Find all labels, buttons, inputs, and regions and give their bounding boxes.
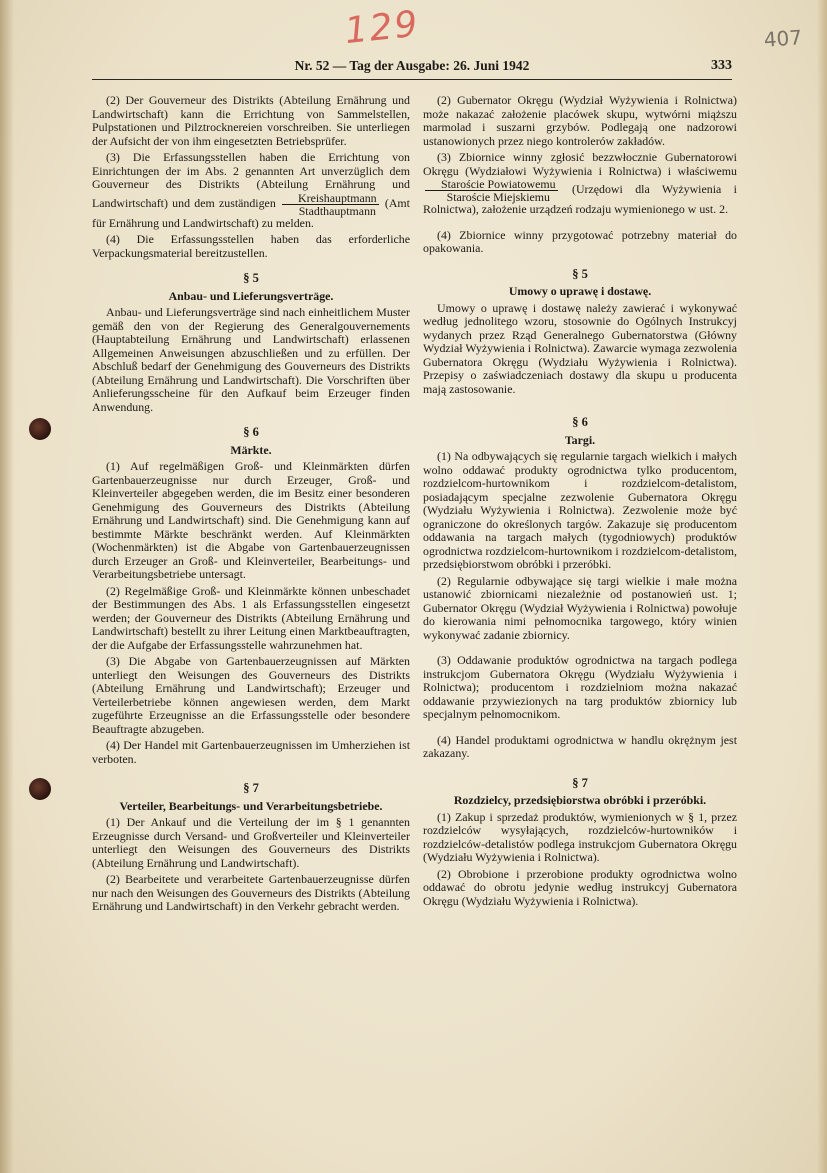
binder-hole-top	[29, 418, 51, 440]
paragraph-text: (3) Zbiornice winny zgłosić bezzwłocznie Gubernatorowi Okręgu (Wydziałowi Wyżywienia i Rolnictwa) i właściwemu	[423, 150, 737, 178]
fraction-numerator: Staroście Powiatowemu	[425, 178, 558, 191]
paragraph-text: (Urzędowi dla Wyżywienia i Rolnictwa), założenie urządzeń rodzaju wymienionego w ust. 2.	[423, 182, 737, 216]
polish-paragraph	[423, 151, 737, 217]
section-heading: § 6	[572, 415, 588, 429]
german-paragraph: (1) Auf regelmäßigen Groß- und Kleinmärkten dürfen Gartenbauerzeugnisse nur durch Erzeuger, Groß- und Kleinverteiler abgegeben werden, die im Besitz einer besonderen Genehmigung des Gouverneurs des Distrikts (Abteilung Ernährung und Landwirtschaft) sind. Die Genehmigung kann auf bestimmte Märkte beschränkt werden. Auf Kleinmärkten (Wochenmärkten) ist die Abgabe von Gartenbauerzeugnissen durch Erzeuger an Groß- und Kleinverteiler, Bearbeitungs- und Verarbeitungsbetriebe untersagt.	[92, 459, 410, 581]
pencil-handwritten-number: 407	[763, 25, 803, 52]
section-heading: § 6	[243, 425, 259, 439]
german-paragraph: (1) Der Ankauf und die Verteilung der im § 1 genannten Erzeugnisse durch Versand- und Großverteiler und Kleinverteiler unterliegt den Weisungen des Gouverneurs des Distrikts (Abteilung Ernährung und Landwirtschaft).	[92, 815, 410, 870]
section-title: Verteiler, Bearbeitungs- und Verarbeitungsbetriebe.	[119, 798, 383, 813]
section-heading: § 5	[572, 266, 588, 281]
german-paragraph: (2) Bearbeitete und verarbeitete Gartenbauerzeugnisse dürfen nur nach den Weisungen des Gouverneurs des Distrikts (Abteilung Ernährung und Landwirtschaft) in den Verkehr gebracht werden.	[92, 872, 410, 913]
paragraph-text: (Amt für Ernährung und Landwirtschaft) zu melden.	[92, 195, 410, 230]
polish-paragraph: (1) Na odbywających się regularnie targach wielkich i małych wolno oddawać produkty ogrodnictwa tylko producentom, rozdzielcom-hurtownikom i rozdzielcom-detalistom, posiadającym specjalne zezwolenie Gubernatora Okręgu (Wydziału Wyżywienia i Rolnictwa). Zezwolenie może być ograniczone do określonych targów. Zakazuje się producentom oddawania na targach małych (tygodniowych) produktów ogrodnictwa rozdzielcom-hurtownikom i rozdzielcom-detalistom, przedsiębiorstwom obróbki i przeróbki.	[423, 449, 737, 571]
binder-hole-bottom	[29, 778, 51, 800]
section-title: Anbau- und Lieferungsverträge.	[168, 288, 334, 303]
paper-edge-right	[817, 0, 827, 1173]
section-title: Targi.	[564, 432, 596, 447]
german-paragraph: Anbau- und Lieferungsverträge sind nach einheitlichem Muster gemäß den von der Regierung des Generalgouvernements (Hauptabteilung Ernährung und Landwirtschaft) erlassenen Allgemeinen Anweisungen abzuschließen und zu erfüllen. Der Abschluß bedarf der Genehmigung des Gouverneurs des Distrikts (Abteilung Ernährung und Landwirtschaft). Die Vorschriften über Anlieferungsscheine für den Aufkauf beim Erzeuger finden Anwendung.	[92, 305, 410, 414]
issue-title: Nr. 52 — Tag der Ausgabe: 26. Juni 1942	[294, 58, 530, 73]
section-title: Umowy o uprawę i dostawę.	[508, 284, 652, 298]
german-paragraph	[92, 151, 410, 230]
header-rule	[92, 79, 732, 80]
polish-paragraph: (1) Zakup i sprzedaż produktów, wymienionych w § 1, przez rozdzielców wysyłających, rozdzielców-hurtowników i rozdzielców-detalistów podlega instrukcjom Gubernatora Okręgu (Wydziału Wyżywienia i Rolnictwa).	[423, 809, 737, 864]
german-paragraph: (4) Der Handel mit Gartenbauerzeugnissen im Umherziehen ist verboten.	[92, 738, 410, 766]
page-header	[92, 58, 732, 80]
german-column	[92, 94, 410, 917]
red-handwritten-number: 129	[342, 3, 422, 53]
german-paragraph: (2) Der Gouverneur des Distrikts (Abteilung Ernährung und Landwirtschaft) kann die Errichtung von Sammelstellen, Pulpstationen und Pilztrocknereien vorschreiben. Sie unterliegen der Aufsicht der von ihm eingesetzten Betriebsprüfer.	[92, 93, 410, 148]
polish-paragraph: (2) Obrobione i przerobione produkty ogrodnictwa wolno oddawać do obrotu jedynie według instrukcyj Gubernatora Okręgu (Wydziału Wyżywienia i Rolnictwa).	[423, 866, 737, 908]
polish-paragraph: (2) Regularnie odbywające się targi wielkie i małe można ustanowić zbiornicami niezależnie od postanowień ust. 1; Gubernator Okręgu (Wydział Wyżywienia i Rolnictwa) powołuje do kierowania nimi pełnomocnika targowego, który winien wykonywać zadanie zbiornicy.	[423, 573, 737, 642]
fraction-denominator: Stadthauptmann	[298, 203, 376, 218]
page-number: 333	[711, 58, 732, 73]
polish-paragraph: Umowy o uprawę i dostawę należy zawierać i wykonywać według jednolitego wzoru, stosownie do Ogólnych Instrukcyj wydanych przez Rząd Generalnego Gubernatorstwa (Główny Wydział Wyżywienia i Rolnictwa). Zawarcie wymaga zezwolenia Gubernatora Okręgu (Wydziału Wyżywienia i Rolnictwa). Przepisy o zaświadczeniach dostawy dla skupu u producenta mają zastosowanie.	[423, 300, 737, 396]
section-title: Rozdzielcy, przedsiębiorstwa obróbki i przeróbki.	[453, 793, 707, 807]
office-fraction	[425, 178, 558, 203]
german-paragraph: (3) Die Abgabe von Gartenbauerzeugnissen auf Märkten unterliegt den Weisungen des Gouverneurs des Distrikts (Abteilung Ernährung und Landwirtschaft); Erzeuger und Verteilerbetriebe können angewiesen werden, dem Markt zugeführte Erzeugnisse an die Erfassungsstelle oder besondere Beauftragte abzugeben.	[92, 654, 410, 736]
german-paragraph: (2) Regelmäßige Groß- und Kleinmärkte können unbeschadet der Bestimmungen des Abs. 1 als Erfassungsstellen eingesetzt werden; der Gouverneur des Distrikts (Abteilung Ernährung und Landwirtschaft) bestellt zu ihrer Leitung einen Marktbeauftragten, der die Aufgabe der Erfassungsstelle wahrzunehmen hat.	[92, 583, 410, 652]
office-fraction	[282, 192, 379, 217]
paper-edge-left	[0, 0, 14, 1173]
polish-paragraph: (3) Oddawanie produktów ogrodnictwa na targach podlega instrukcjom Gubernatora Okręgu (Wydziału Wyżywienia i Rolnictwa); producentom i rozdzielniom można nakazać oddawanie przywiezionych na targ produktów zbiornicy lub specjalnym pełnomocnikom.	[423, 653, 737, 721]
polish-paragraph: (4) Handel produktami ogrodnictwa w handlu okrężnym jest zakazany.	[423, 732, 737, 760]
section-heading: § 5	[243, 271, 259, 285]
polish-paragraph: (4) Zbiornice winny przygotować potrzebny materiał do opakowania.	[423, 227, 737, 255]
fraction-numerator: Kreishauptmann	[282, 192, 379, 205]
section-title: Märkte.	[230, 442, 272, 457]
german-paragraph: (4) Die Erfassungsstellen haben das erforderliche Verpackungsmaterial bereitzustellen.	[92, 232, 410, 260]
fraction-denominator: Staroście Miejskiemu	[446, 190, 550, 204]
polish-paragraph: (2) Gubernator Okręgu (Wydział Wyżywienia i Rolnictwa) może nakazać założenie placówek skupu, wytwórni miąższu marmolad i suszarni grzybów. Podlegają one nadzorowi ustanowionych przez niego kontrolerów zakładów.	[423, 93, 737, 148]
section-heading: § 7	[572, 775, 588, 790]
polish-column	[423, 94, 737, 911]
paragraph-text: (3) Die Erfassungsstellen haben die Errichtung von Einrichtungen der im Abs. 2 genannten Art unverzüglich dem Gouverneur des Distrikts (Abteilung Ernährung und Landwirtschaft) und dem zuständigen	[92, 150, 410, 210]
section-heading: § 7	[243, 781, 259, 795]
